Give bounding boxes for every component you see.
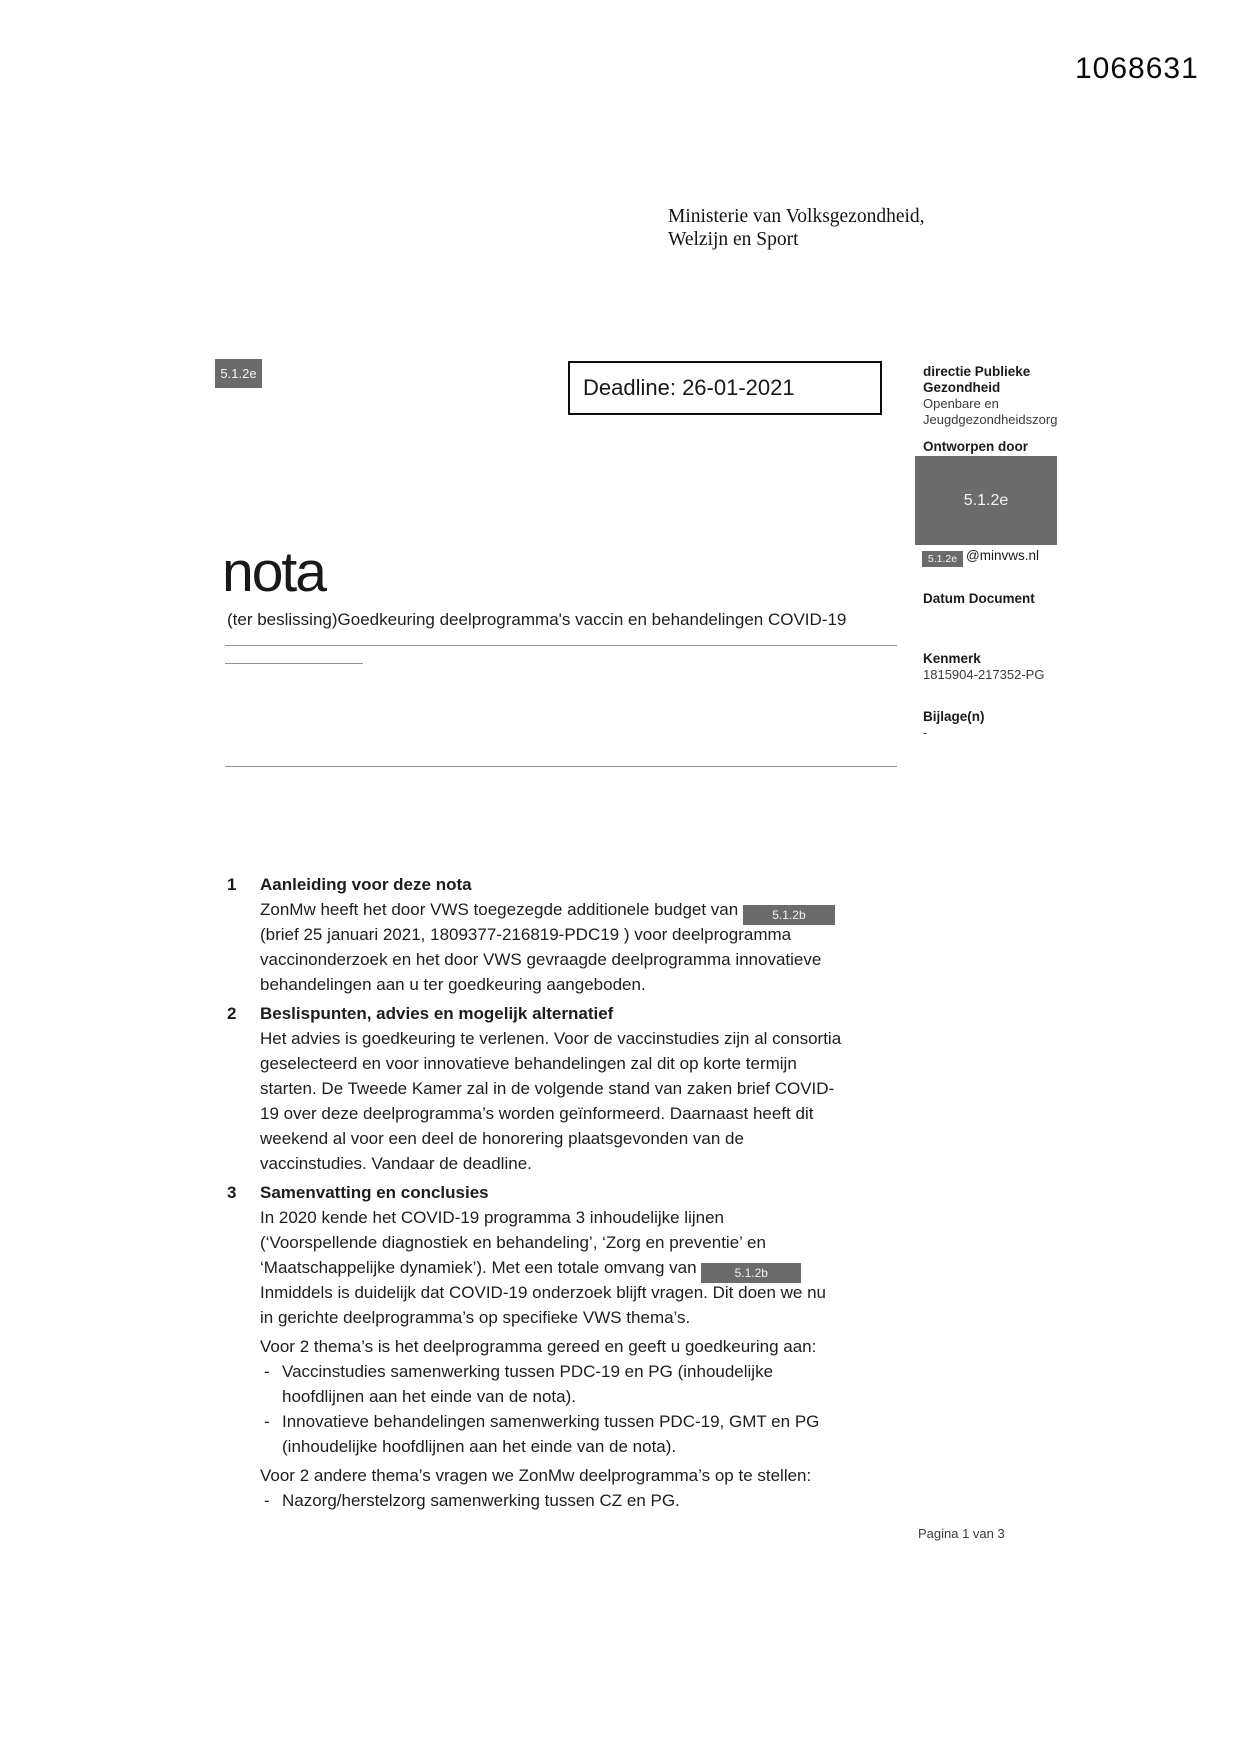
body-line: Voor 2 andere thema’s vragen we ZonMw deelprogramma’s op te stellen: bbox=[260, 1466, 812, 1485]
bullet-dash: - bbox=[264, 1491, 270, 1510]
deadline-box bbox=[568, 361, 882, 415]
sidebar-bijlage-label: Bijlage(n) bbox=[923, 708, 985, 724]
body-line: In 2020 kende het COVID-19 programma 3 inhoudelijke lijnen bbox=[260, 1208, 724, 1227]
body-line: (inhoudelijke hoofdlijnen aan het einde van de nota). bbox=[282, 1437, 677, 1456]
document-id-number: 1068631 bbox=[1075, 52, 1199, 85]
body-line: - Vaccinstudies samenwerking tussen PDC-19 en PG (inhoudelijke bbox=[227, 1359, 927, 1384]
body-line: 19 over deze deelprogramma’s worden geïnformeerd. Daarnaast heeft dit bbox=[260, 1104, 814, 1123]
bullet-dash: - bbox=[264, 1412, 270, 1431]
page-footer: Pagina 1 van 3 bbox=[918, 1526, 1005, 1541]
paragraph bbox=[227, 1334, 927, 1459]
ministry-line2: Welzijn en Sport bbox=[668, 229, 799, 250]
sidebar-datum-label: Datum Document bbox=[923, 591, 1035, 606]
section-heading bbox=[227, 1001, 927, 1026]
section-title: Aanleiding voor deze nota bbox=[260, 875, 472, 894]
body-line: geselecteerd en voor innovatieve behandelingen zal dit op korte termijn bbox=[260, 1054, 797, 1073]
body-line: weekend al voor een deel de honorering plaatsgevonden van de bbox=[260, 1129, 744, 1148]
section-3 bbox=[227, 1180, 927, 1330]
document-title: nota bbox=[222, 540, 325, 604]
section-title: Beslispunten, advies en mogelijk alternatief bbox=[260, 1004, 614, 1023]
body-line: (‘Voorspellende diagnostiek en behandeling’, ‘Zorg en preventie’ en bbox=[260, 1233, 766, 1252]
sidebar-kenmerk-value: 1815904-217352-PG bbox=[923, 667, 1045, 682]
body-line: Inmiddels is duidelijk dat COVID-19 onderzoek blijft vragen. Dit doen we nu bbox=[260, 1283, 827, 1302]
horizontal-rule-mid bbox=[225, 766, 897, 767]
body-line: in gerichte deelprogramma’s op specifieke VWS thema’s. bbox=[260, 1308, 691, 1327]
body-line: Voor 2 thema’s is het deelprogramma gereed en geeft u goedkeuring aan: bbox=[260, 1337, 817, 1356]
sidebar-directie-sub: Openbare en Jeugdgezondheidszorg bbox=[923, 396, 1058, 427]
body-line: - Nazorg/herstelzorg samenwerking tussen CZ en PG. bbox=[227, 1488, 927, 1513]
body-line: Het advies is goedkeuring te verlenen. Voor de vaccinstudies zijn al consortia bbox=[260, 1029, 842, 1048]
bullet-dash: - bbox=[264, 1362, 270, 1381]
redaction-box-email-prefix: 5.1.2e bbox=[922, 551, 963, 567]
body-line: ZonMw heeft het door VWS toegezegde additionele budget van 5.1.2b bbox=[227, 897, 927, 922]
sidebar-directie-label: directie Publieke Gezondheid bbox=[923, 364, 1031, 395]
redaction-box-header: 5.1.2e bbox=[215, 359, 262, 388]
email-suffix: @minvws.nl bbox=[966, 548, 1039, 563]
body-line: vaccinstudies. Vandaar de deadline. bbox=[260, 1154, 532, 1173]
body-line: ‘Maatschappelijke dynamiek’). Met een totale omvang van 5.1.2b bbox=[227, 1255, 927, 1280]
sidebar-kenmerk-label: Kenmerk bbox=[923, 651, 981, 666]
ministry-line1: Ministerie van Volksgezondheid, bbox=[668, 206, 925, 227]
horizontal-rule-top bbox=[225, 645, 897, 646]
body-line: vaccinonderzoek en het door VWS gevraagde deelprogramma innovatieve bbox=[260, 950, 822, 969]
sidebar-email bbox=[915, 548, 1067, 567]
horizontal-rule-short bbox=[225, 663, 363, 664]
ministry-header bbox=[668, 205, 925, 251]
section-heading bbox=[227, 872, 927, 897]
paragraph bbox=[227, 1463, 927, 1513]
body-line: - Innovatieve behandelingen samenwerking tussen PDC-19, GMT en PG bbox=[227, 1409, 927, 1434]
section-2 bbox=[227, 1001, 927, 1176]
body-line: behandelingen aan u ter goedkeuring aangeboden. bbox=[260, 975, 646, 994]
redaction-box-inline: 5.1.2b bbox=[701, 1263, 801, 1283]
section-number: 1 bbox=[227, 875, 237, 894]
sidebar-bijlage-value: - bbox=[923, 724, 928, 740]
document-subtitle: (ter beslissing)Goedkeuring deelprogramma's vaccin en behandelingen COVID-19 bbox=[227, 610, 847, 629]
sidebar-ontworpen-label: Ontworpen door bbox=[923, 439, 1028, 454]
section-number: 3 bbox=[227, 1183, 237, 1202]
body-line: (brief 25 januari 2021, 1809377-216819-PDC19 ) voor deelprogramma bbox=[260, 925, 792, 944]
document-body bbox=[227, 872, 927, 1513]
body-line: hoofdlijnen aan het einde van de nota). bbox=[282, 1387, 576, 1406]
section-number: 2 bbox=[227, 1004, 237, 1023]
section-title: Samenvatting en conclusies bbox=[260, 1183, 489, 1202]
deadline-text: Deadline: 26-01-2021 bbox=[583, 375, 795, 400]
section-heading bbox=[227, 1180, 927, 1205]
body-line: starten. De Tweede Kamer zal in de volgende stand van zaken brief COVID- bbox=[260, 1079, 835, 1098]
metadata-sidebar bbox=[915, 364, 1067, 740]
redaction-box-author: 5.1.2e bbox=[915, 456, 1057, 545]
redaction-box-inline: 5.1.2b bbox=[743, 905, 835, 925]
section-1 bbox=[227, 872, 927, 997]
